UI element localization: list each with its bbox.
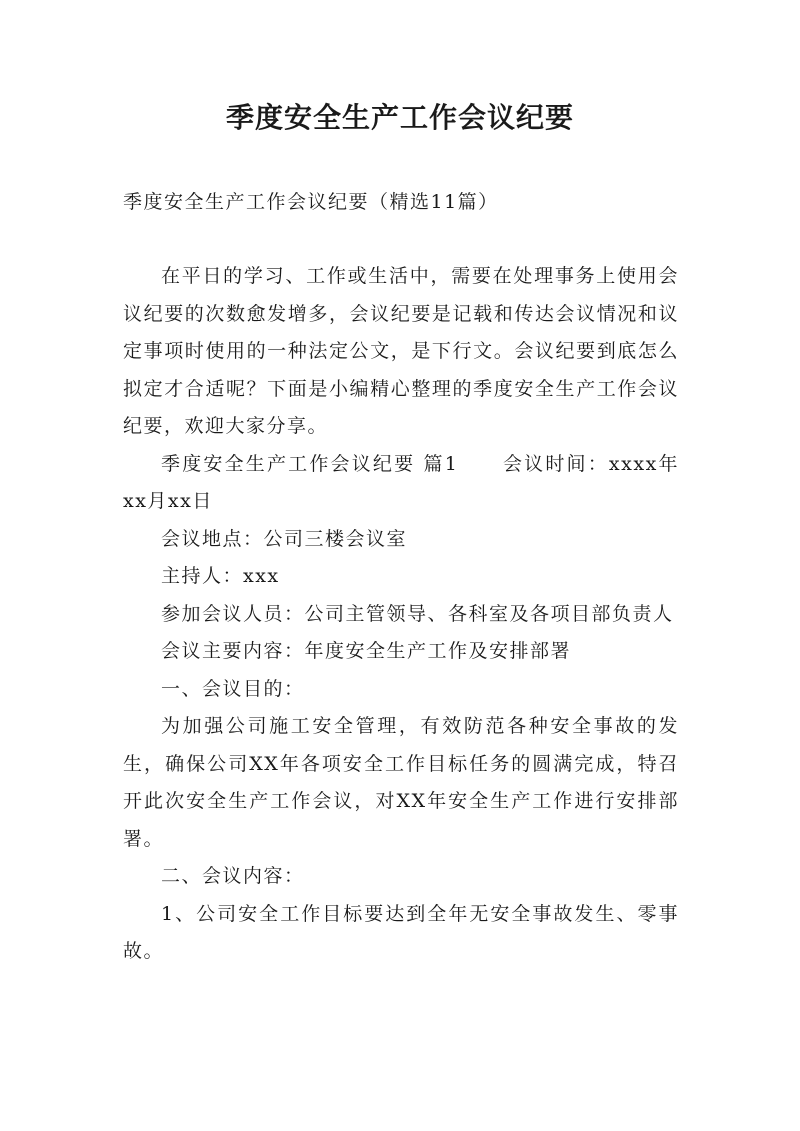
section-heading: 一、会议目的： <box>161 677 305 700</box>
meeting-host: 主持人：xxx <box>161 565 280 587</box>
document-subtitle: 季度安全生产工作会议纪要（精选11篇） <box>123 191 499 213</box>
meeting-main-content: 会议主要内容：年度安全生产工作及安排部署 <box>161 640 572 662</box>
intro-paragraph: 在平日的学习、工作或生活中，需要在处理事务上使用会议纪要的次数愈发增多，会议纪要是记载和传达会议情况和议定事项时使用的一种法定公文，是下行文。会议纪要到底怎么拟定才合适呢？下面是小编精心整理的季度安全生产工作会议纪要，欢迎大家分享。 <box>123 265 679 437</box>
list-item: 1、公司安全工作目标要达到全年无安全事故发生、零事故。 <box>123 902 679 962</box>
chapter-line <box>123 446 679 521</box>
meeting-attendees: 参加会议人员：公司主管领导、各科室及各项目部负责人 <box>161 602 674 625</box>
document-body <box>123 258 679 971</box>
document-title: 季度安全生产工作会议纪要 <box>225 101 574 134</box>
meeting-time: 会议时间：xxxx年xx月xx日 <box>123 452 679 512</box>
meeting-place: 会议地点：公司三楼会议室 <box>161 527 408 550</box>
section-paragraph: 为加强公司施工安全管理，有效防范各种安全事故的发生，确保公司XX年各项安全工作目标任务的圆满完成，特召开此次安全生产工作会议，对XX年安全生产工作进行安排部署。 <box>123 715 679 850</box>
section-heading: 二、会议内容： <box>161 865 305 887</box>
chapter-label: 季度安全生产工作会议纪要 篇1 <box>161 452 459 475</box>
